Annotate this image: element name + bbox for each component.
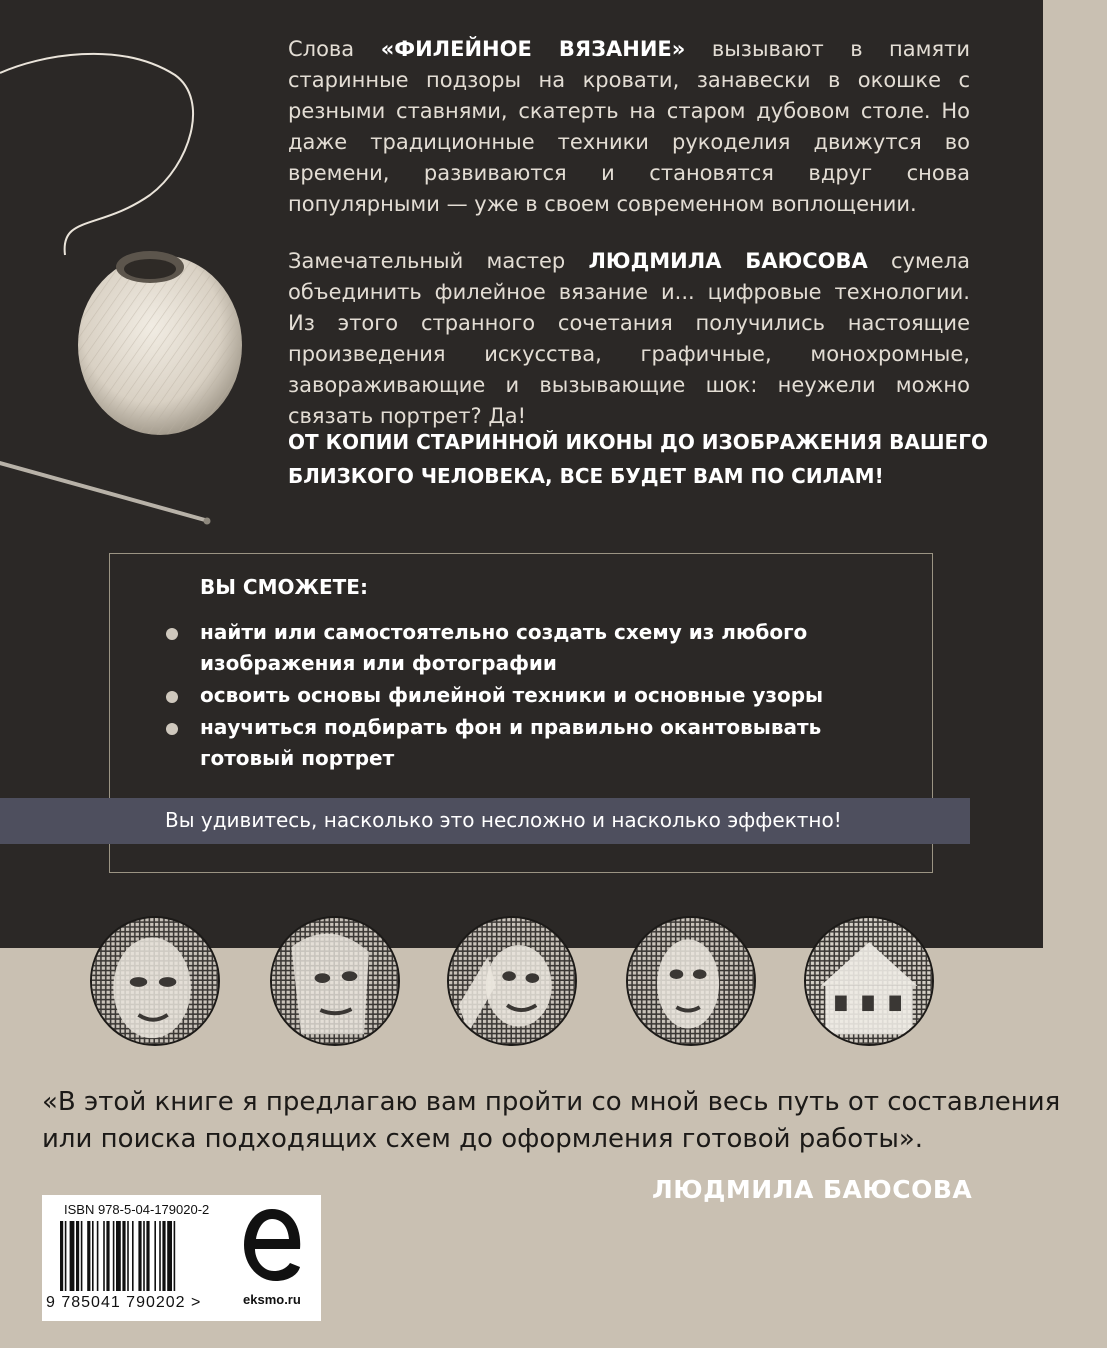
barcode-bar — [87, 1221, 90, 1291]
intro-paragraph: Слова «ФИЛЕЙНОЕ ВЯЗАНИЕ» вызывают в памяти старинные подзоры на кровати, занавески в окошке с резными ставнями, скатерть на старом дубовом столе. Но даже традиционные техники рукоделия движутся во времени, развиваются и становятся вдруг снова популярными — уже в своем современном воплощении. — [288, 37, 971, 216]
barcode-bar — [174, 1221, 176, 1291]
benefits-title: ВЫ СМОЖЕТЕ: — [200, 575, 368, 599]
benefit-item: научиться подбирать фон и правильно окантовывать готовый портрет — [164, 712, 864, 774]
tagline-text: Вы удивитесь, насколько это несложно и насколько эффектно! — [165, 808, 842, 832]
publisher-website: eksmo.ru — [243, 1292, 301, 1307]
portrait-sample-1 — [90, 916, 220, 1046]
barcode-bar — [162, 1221, 165, 1291]
benefit-item: найти или самостоятельно создать схему из любого изображения или фотографии — [164, 617, 864, 679]
barcode-bar — [76, 1221, 79, 1291]
barcode-bar — [60, 1221, 63, 1291]
bullet-icon — [166, 691, 178, 703]
barcode-bar — [113, 1221, 115, 1291]
barcode-bar — [167, 1221, 172, 1291]
barcode-bar — [154, 1221, 156, 1291]
portrait-sample-2 — [270, 916, 400, 1046]
crochet-hook-icon — [0, 463, 205, 520]
barcode-bar — [81, 1221, 83, 1291]
quote-author: ЛЮДМИЛА БАЮСОВА — [652, 1175, 973, 1204]
quote: «В этой книге я предлагаю вам пройти со мной весь путь от составления или поиска подходящих схем до оформления готовой работы». — [42, 1087, 1061, 1154]
portrait-sample-3 — [447, 916, 577, 1046]
portrait-sample-4 — [626, 916, 756, 1046]
master-emphasis: ЛЮДМИЛА БАЮСОВА — [588, 249, 868, 273]
bullet-icon — [166, 628, 178, 640]
master-paragraph: Замечательный мастер ЛЮДМИЛА БАЮСОВА сумела объединить филейное вязание и... цифровые технологии. Из этого странного сочетания получились настоящие произведения искусства, графичные, монохромные, завораживающие и вызывающие шок: неужели можно связать портрет? Да! — [288, 249, 971, 428]
yarn-ball-icon — [78, 251, 242, 435]
benefit-item: освоить основы филейной техники и основные узоры — [164, 680, 864, 711]
barcode-bar — [92, 1221, 94, 1291]
barcode-bar — [103, 1221, 105, 1291]
barcode-bar — [159, 1221, 161, 1291]
barcode-bar — [116, 1221, 121, 1291]
barcode-bar — [127, 1221, 129, 1291]
benefits-list — [164, 617, 864, 775]
isbn-text: ISBN 978-5-04-179020-2 — [64, 1202, 210, 1217]
publisher-logo-icon — [240, 1205, 304, 1285]
barcode-bar — [106, 1221, 109, 1291]
intro-emphasis: «ФИЛЕЙНОЕ ВЯЗАНИЕ» — [380, 37, 686, 61]
yarn-illustration — [0, 45, 270, 545]
headline: ОТ КОПИИ СТАРИННОЙ ИКОНЫ ДО ИЗОБРАЖЕНИЯ ВАШЕГО БЛИЗКОГО ЧЕЛОВЕКА, ВСЕ БУДЕТ ВАМ ПО СИЛАМ! — [288, 430, 988, 488]
barcode-number: 9 785041 790202 > — [46, 1294, 202, 1311]
barcode-bar — [97, 1221, 99, 1291]
barcode-bar — [138, 1221, 141, 1291]
barcode-bar — [146, 1221, 149, 1291]
house-sample — [804, 916, 934, 1046]
bullet-icon — [166, 723, 178, 735]
barcode-bar — [122, 1221, 125, 1291]
barcode-bar — [65, 1221, 67, 1291]
barcode-bar — [132, 1221, 134, 1291]
barcode-bar — [143, 1221, 145, 1291]
barcode-bar — [70, 1221, 75, 1291]
